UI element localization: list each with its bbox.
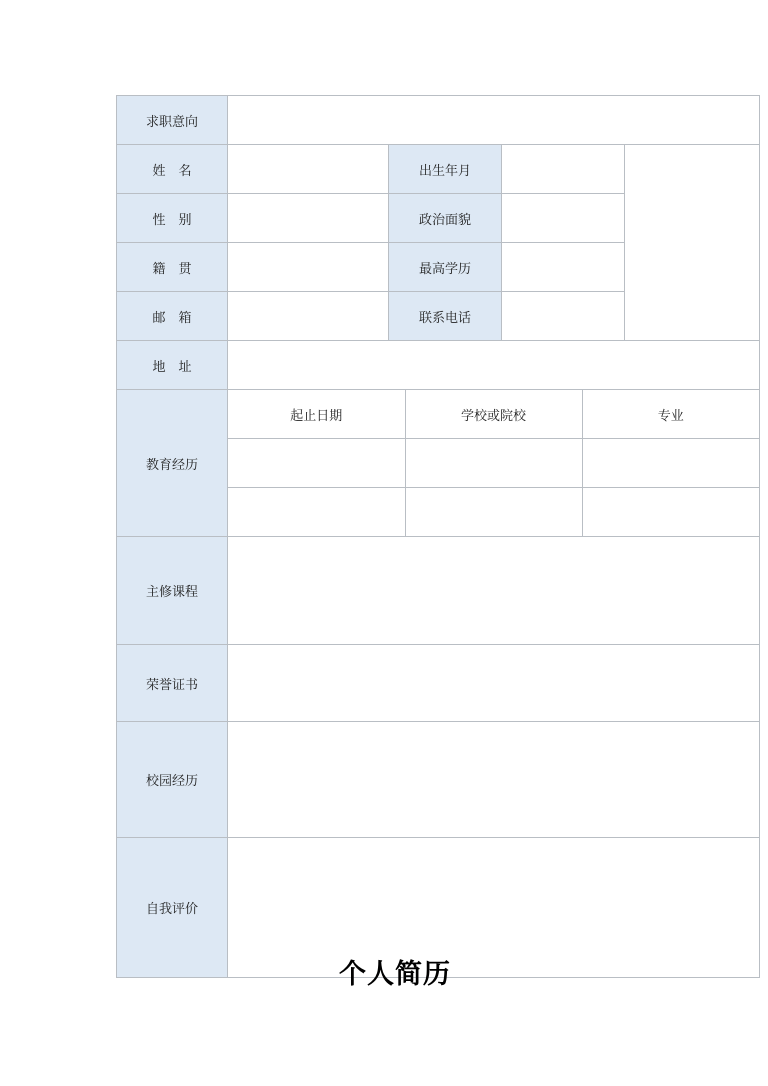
education-grid-cell	[228, 390, 760, 537]
email-label: 邮 箱	[117, 292, 228, 341]
education-level-label: 最高学历	[389, 243, 502, 292]
name-field[interactable]	[228, 145, 389, 194]
courses-label: 主修课程	[117, 537, 228, 645]
education-header-major: 专业	[582, 390, 759, 439]
birth-field[interactable]	[502, 145, 625, 194]
education-row	[228, 439, 759, 488]
education-school-field[interactable]	[405, 439, 582, 488]
phone-label: 联系电话	[389, 292, 502, 341]
honors-field[interactable]	[228, 645, 760, 722]
education-major-field[interactable]	[582, 439, 759, 488]
row-courses	[117, 537, 760, 645]
page-title: 个人简历	[339, 959, 451, 990]
address-label: 地 址	[117, 341, 228, 390]
education-grid	[228, 390, 759, 536]
row-job-intent	[117, 96, 760, 145]
row-name	[117, 145, 760, 194]
education-header-school: 学校或院校	[405, 390, 582, 439]
gender-field[interactable]	[228, 194, 389, 243]
birth-label: 出生年月	[389, 145, 502, 194]
resume-table	[116, 95, 760, 978]
honors-label: 荣誉证书	[117, 645, 228, 722]
education-school-field[interactable]	[405, 488, 582, 537]
email-field[interactable]	[228, 292, 389, 341]
education-header-dates: 起止日期	[228, 390, 405, 439]
address-field[interactable]	[228, 341, 760, 390]
education-major-field[interactable]	[582, 488, 759, 537]
native-place-label: 籍 贯	[117, 243, 228, 292]
politics-label: 政治面貌	[389, 194, 502, 243]
education-dates-field[interactable]	[228, 439, 405, 488]
photo-box[interactable]	[625, 145, 760, 341]
native-place-field[interactable]	[228, 243, 389, 292]
job-intent-field[interactable]	[228, 96, 760, 145]
education-header-row	[228, 390, 759, 439]
row-honors	[117, 645, 760, 722]
campus-field[interactable]	[228, 722, 760, 838]
name-label: 姓 名	[117, 145, 228, 194]
politics-field[interactable]	[502, 194, 625, 243]
phone-field[interactable]	[502, 292, 625, 341]
gender-label: 性 别	[117, 194, 228, 243]
education-label: 教育经历	[117, 390, 228, 537]
row-address	[117, 341, 760, 390]
education-row	[228, 488, 759, 537]
row-campus	[117, 722, 760, 838]
row-education	[117, 390, 760, 537]
education-dates-field[interactable]	[228, 488, 405, 537]
education-level-field[interactable]	[502, 243, 625, 292]
campus-label: 校园经历	[117, 722, 228, 838]
courses-field[interactable]	[228, 537, 760, 645]
job-intent-label: 求职意向	[117, 96, 228, 145]
self-eval-label: 自我评价	[117, 838, 228, 978]
